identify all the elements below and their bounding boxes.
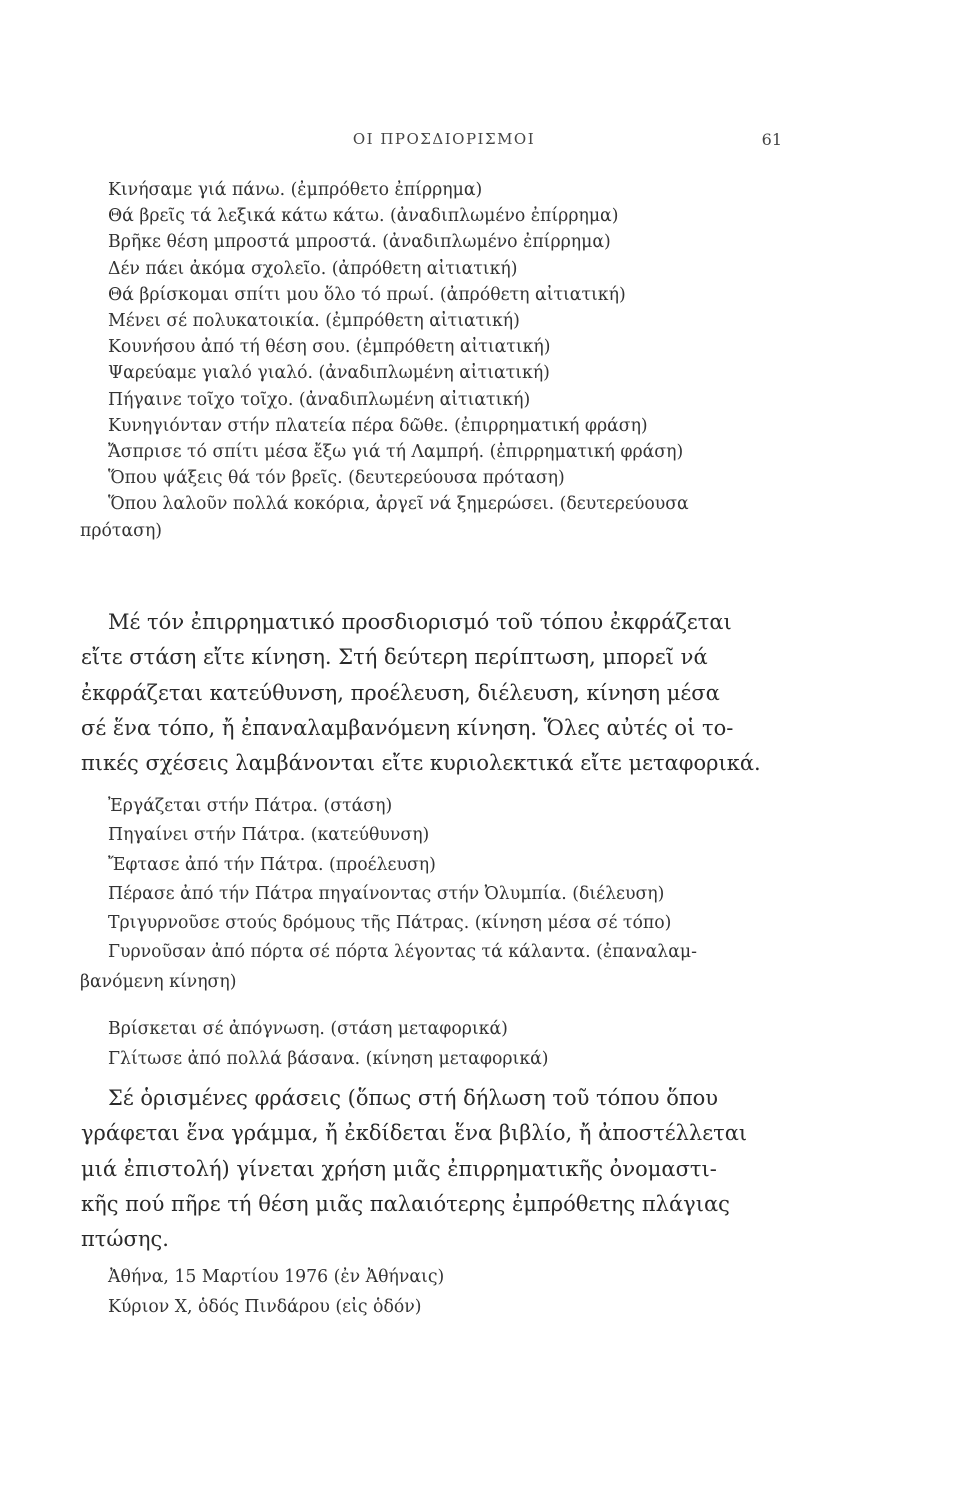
- example-wrap-line-1: Ὅπου λαλοῦν πολλά κοκόρια, ἀργεῖ νά ξημερώσει. (δευτερεύουσα: [108, 494, 689, 515]
- paragraph-line: Σέ ὁρισμένες φράσεις (ὅπως στή δήλωση τοῦ τόπου ὅπου: [108, 1086, 719, 1110]
- example-line: Γλίτωσε ἀπό πολλά βάσανα. (κίνηση μεταφορικά): [108, 1049, 549, 1069]
- page-number: 61: [761, 130, 782, 149]
- example-list-3: [108, 1014, 790, 1074]
- example-line: Τριγυρνοῦσε στούς δρόμους τῆς Πάτρας. (κίνηση μέσα σέ τόπο): [108, 913, 672, 934]
- example-list-1: [80, 177, 790, 544]
- page-header: [106, 130, 782, 154]
- example-line: Ψαρεύαμε γιαλό γιαλό. (ἀναδιπλωμένη αἰτιατική): [108, 363, 550, 384]
- paragraph-line: γράφεται ἕνα γράμμα, ἤ ἐκδίδεται ἕνα βιβλίο, ἤ ἀποστέλλεται: [81, 1121, 748, 1146]
- paragraph-line: σέ ἕνα τόπο, ἤ ἐπαναλαμβανόμενη κίνηση. Ὅλες αὐτές οἱ το-: [81, 715, 734, 740]
- example-wrap-line-2: βανόμενη κίνηση): [80, 971, 237, 992]
- example-line: Ἀθήνα, 15 Μαρτίου 1976 (ἐν Ἀθήναις): [108, 1267, 445, 1287]
- paragraph-line: πτώσης.: [81, 1227, 169, 1252]
- paragraph-line: ἐκφράζεται κατεύθυνση, προέλευση, διέλευση, κίνηση μέσα: [81, 680, 720, 705]
- paragraph-line: πικές σχέσεις λαμβάνονται εἴτε κυριολεκτικά εἴτε μεταφορικά.: [81, 751, 761, 776]
- example-line: Πηγαίνει στήν Πάτρα. (κατεύθυνση): [108, 825, 430, 846]
- example-list-4: [108, 1262, 790, 1322]
- example-line: Πήγαινε τοῖχο τοῖχο. (ἀναδιπλωμένη αἰτιατική): [108, 389, 531, 410]
- paragraph-2: [81, 1081, 787, 1257]
- example-list-2: [80, 792, 790, 997]
- paragraph-1: [81, 605, 787, 781]
- example-line: Ἄσπρισε τό σπίτι μέσα ἔξω γιά τή Λαμπρή. (ἐπιρρηματική φράση): [108, 442, 684, 463]
- paragraph-line: Μέ τόν ἐπιρρηματικό προσδιορισμό τοῦ τόπου ἐκφράζεται: [108, 610, 732, 634]
- example-line: Πέρασε ἀπό τήν Πάτρα πηγαίνοντας στήν Ὀλυμπία. (διέλευση): [108, 883, 665, 904]
- example-line-wrapped: [80, 491, 790, 543]
- example-line: Κυνηγιόνταν στήν πλατεία πέρα δῶθε. (ἐπιρρηματική φράση): [108, 415, 648, 436]
- example-line: Κουνήσου ἀπό τή θέση σου. (ἐμπρόθετη αἰτιατική): [108, 337, 551, 358]
- example-line-wrapped: [80, 938, 790, 997]
- example-line: Βρῆκε θέση μπροστά μπροστά. (ἀναδιπλωμένο ἐπίρρημα): [108, 232, 611, 253]
- example-line: Κύριον Χ, ὁδός Πινδάρου (εἰς ὁδόν): [108, 1297, 422, 1317]
- paragraph-line: κῆς πού πῆρε τή θέση μιᾶς παλαιότερης ἐμπρόθετης πλάγιας: [81, 1191, 730, 1216]
- example-line: Μένει σέ πολυκατοικία. (ἐμπρόθετη αἰτιατική): [108, 311, 520, 332]
- example-line: Ἔφτασε ἀπό τήν Πάτρα. (προέλευση): [108, 854, 436, 875]
- example-line: Ὅπου ψάξεις θά τόν βρεῖς. (δευτερεύουσα πρόταση): [108, 468, 565, 489]
- paragraph-line: εἴτε στάση εἴτε κίνηση. Στή δεύτερη περίπτωση, μπορεῖ νά: [81, 645, 708, 670]
- example-line: Κινήσαμε γιά πάνω. (ἐμπρόθετο ἐπίρρημα): [108, 180, 483, 200]
- running-title: ΟΙ ΠΡΟΣΔΙΟΡΙΣΜΟΙ: [352, 130, 536, 148]
- example-line: Θά βρίσκομαι σπίτι μου ὅλο τό πρωί. (ἀπρόθετη αἰτιατική): [108, 284, 626, 305]
- example-line: Ἐργάζεται στήν Πάτρα. (στάση): [108, 796, 393, 816]
- example-line: Θά βρεῖς τά λεξικά κάτω κάτω. (ἀναδιπλωμένο ἐπίρρημα): [108, 206, 619, 227]
- paragraph-line: μιά ἐπιστολή) γίνεται χρήση μιᾶς ἐπιρρηματικῆς ὀνομαστι-: [81, 1156, 717, 1181]
- example-line: Βρίσκεται σέ ἀπόγνωση. (στάση μεταφορικά): [108, 1019, 508, 1039]
- example-wrap-line-1: Γυρνοῦσαν ἀπό πόρτα σέ πόρτα λέγοντας τά κάλαντα. (ἐπαναλαμ-: [108, 942, 697, 963]
- example-wrap-line-2: πρόταση): [80, 520, 163, 541]
- example-line: Δέν πάει ἀκόμα σχολεῖο. (ἀπρόθετη αἰτιατική): [108, 258, 518, 279]
